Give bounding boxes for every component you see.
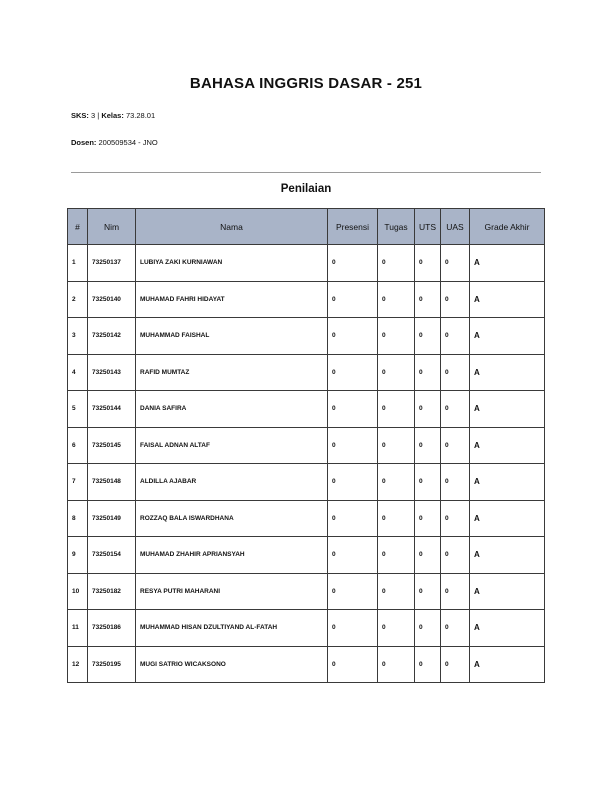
cell-number: 6	[68, 427, 88, 464]
cell-number: 5	[68, 391, 88, 428]
grades-table	[67, 208, 545, 683]
cell-tugas: 0	[378, 573, 415, 610]
cell-uas: 0	[441, 500, 470, 537]
cell-grade-akhir: A	[470, 610, 545, 647]
cell-uts: 0	[415, 354, 441, 391]
page-title: BAHASA INGGRIS DASAR - 251	[189, 75, 423, 92]
header-divider	[71, 172, 541, 173]
cell-presensi: 0	[328, 427, 378, 464]
cell-uas: 0	[441, 427, 470, 464]
kelas-label: Kelas:	[101, 111, 124, 120]
cell-nim: 73250186	[88, 610, 136, 647]
section-title: Penilaian	[280, 183, 332, 195]
meta-separator: |	[97, 111, 100, 120]
cell-uts: 0	[415, 245, 441, 282]
cell-grade-akhir: A	[470, 427, 545, 464]
cell-nama: LUBIYA ZAKI KURNIAWAN	[136, 245, 328, 282]
cell-number: 4	[68, 354, 88, 391]
table-row	[68, 354, 545, 391]
column-header-nim: Nim	[88, 209, 136, 245]
cell-number: 1	[68, 245, 88, 282]
cell-uas: 0	[441, 245, 470, 282]
cell-nama: ALDILLA AJABAR	[136, 464, 328, 501]
cell-tugas: 0	[378, 391, 415, 428]
cell-grade-akhir: A	[470, 537, 545, 574]
kelas-value: 73.28.01	[125, 111, 156, 120]
column-header-grade-akhir: Grade Akhir	[470, 209, 545, 245]
cell-number: 12	[68, 646, 88, 683]
cell-nim: 73250182	[88, 573, 136, 610]
cell-nim: 73250143	[88, 354, 136, 391]
cell-presensi: 0	[328, 391, 378, 428]
cell-presensi: 0	[328, 354, 378, 391]
cell-uts: 0	[415, 391, 441, 428]
cell-uas: 0	[441, 318, 470, 355]
cell-tugas: 0	[378, 427, 415, 464]
table-row	[68, 391, 545, 428]
cell-nama: MUHAMMAD FAISHAL	[136, 318, 328, 355]
cell-nama: MUGI SATRIO WICAKSONO	[136, 646, 328, 683]
cell-uas: 0	[441, 610, 470, 647]
cell-grade-akhir: A	[470, 573, 545, 610]
cell-presensi: 0	[328, 573, 378, 610]
table-row	[68, 537, 545, 574]
column-header-uas: UAS	[441, 209, 470, 245]
column-header-number: #	[68, 209, 88, 245]
cell-uts: 0	[415, 573, 441, 610]
cell-uts: 0	[415, 427, 441, 464]
table-row	[68, 318, 545, 355]
column-header-nama: Nama	[136, 209, 328, 245]
lecturer-line	[71, 138, 158, 147]
dosen-value: 200509534 - JNO	[98, 138, 158, 147]
cell-uts: 0	[415, 464, 441, 501]
cell-grade-akhir: A	[470, 354, 545, 391]
cell-grade-akhir: A	[470, 500, 545, 537]
cell-number: 11	[68, 610, 88, 647]
cell-grade-akhir: A	[470, 391, 545, 428]
cell-presensi: 0	[328, 537, 378, 574]
cell-uts: 0	[415, 646, 441, 683]
cell-presensi: 0	[328, 318, 378, 355]
cell-tugas: 0	[378, 318, 415, 355]
table-row	[68, 573, 545, 610]
cell-grade-akhir: A	[470, 318, 545, 355]
sks-value: 3	[91, 111, 96, 120]
cell-uas: 0	[441, 646, 470, 683]
table-row	[68, 464, 545, 501]
cell-presensi: 0	[328, 500, 378, 537]
cell-uts: 0	[415, 281, 441, 318]
column-header-presensi: Presensi	[328, 209, 378, 245]
cell-tugas: 0	[378, 537, 415, 574]
cell-nim: 73250195	[88, 646, 136, 683]
cell-tugas: 0	[378, 610, 415, 647]
cell-tugas: 0	[378, 464, 415, 501]
cell-presensi: 0	[328, 245, 378, 282]
cell-grade-akhir: A	[470, 281, 545, 318]
cell-number: 3	[68, 318, 88, 355]
cell-nim: 73250144	[88, 391, 136, 428]
cell-nim: 73250145	[88, 427, 136, 464]
table-row	[68, 610, 545, 647]
cell-tugas: 0	[378, 646, 415, 683]
cell-grade-akhir: A	[470, 464, 545, 501]
cell-nim: 73250149	[88, 500, 136, 537]
cell-uts: 0	[415, 318, 441, 355]
table-header-row	[68, 209, 545, 245]
cell-grade-akhir: A	[470, 646, 545, 683]
cell-uts: 0	[415, 610, 441, 647]
table-row	[68, 646, 545, 683]
cell-presensi: 0	[328, 464, 378, 501]
cell-grade-akhir: A	[470, 245, 545, 282]
table-row	[68, 500, 545, 537]
cell-nama: MUHAMMAD HISAN DZULTIYAND AL-FATAH	[136, 610, 328, 647]
cell-uts: 0	[415, 537, 441, 574]
cell-nama: ROZZAQ BALA ISWARDHANA	[136, 500, 328, 537]
cell-nama: RAFID MUMTAZ	[136, 354, 328, 391]
cell-nim: 73250137	[88, 245, 136, 282]
cell-nama: MUHAMAD FAHRI HIDAYAT	[136, 281, 328, 318]
cell-number: 9	[68, 537, 88, 574]
cell-nim: 73250148	[88, 464, 136, 501]
cell-uas: 0	[441, 464, 470, 501]
cell-number: 2	[68, 281, 88, 318]
column-header-uts: UTS	[415, 209, 441, 245]
course-meta-line	[71, 111, 155, 120]
column-header-tugas: Tugas	[378, 209, 415, 245]
cell-nim: 73250154	[88, 537, 136, 574]
cell-uas: 0	[441, 573, 470, 610]
cell-tugas: 0	[378, 500, 415, 537]
cell-uas: 0	[441, 281, 470, 318]
cell-uas: 0	[441, 354, 470, 391]
table-row	[68, 245, 545, 282]
sks-label: SKS:	[71, 111, 89, 120]
cell-number: 7	[68, 464, 88, 501]
cell-tugas: 0	[378, 281, 415, 318]
cell-presensi: 0	[328, 646, 378, 683]
cell-nama: FAISAL ADNAN ALTAF	[136, 427, 328, 464]
cell-nama: MUHAMAD ZHAHIR APRIANSYAH	[136, 537, 328, 574]
cell-uas: 0	[441, 537, 470, 574]
cell-tugas: 0	[378, 245, 415, 282]
cell-number: 10	[68, 573, 88, 610]
cell-uts: 0	[415, 500, 441, 537]
cell-nim: 73250140	[88, 281, 136, 318]
cell-uas: 0	[441, 391, 470, 428]
cell-tugas: 0	[378, 354, 415, 391]
cell-presensi: 0	[328, 281, 378, 318]
table-row	[68, 281, 545, 318]
table-row	[68, 427, 545, 464]
cell-nama: DANIA SAFIRA	[136, 391, 328, 428]
cell-presensi: 0	[328, 610, 378, 647]
dosen-label: Dosen:	[71, 138, 97, 147]
cell-nim: 73250142	[88, 318, 136, 355]
cell-number: 8	[68, 500, 88, 537]
cell-nama: RESYA PUTRI MAHARANI	[136, 573, 328, 610]
